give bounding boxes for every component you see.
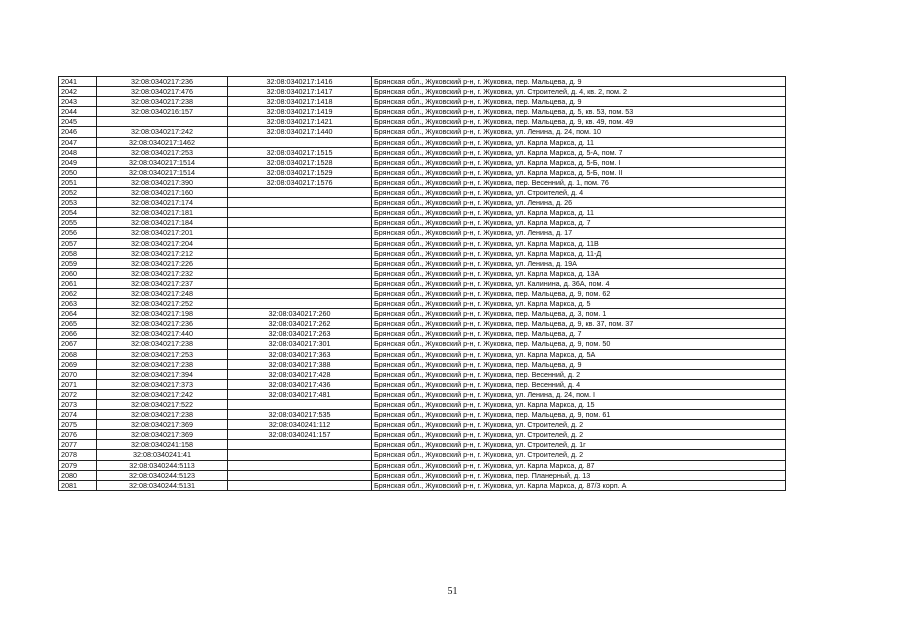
row-number-cell: 2042 — [59, 87, 97, 97]
row-number-cell: 2049 — [59, 157, 97, 167]
related-cadastral-number-cell — [228, 228, 372, 238]
table-row — [59, 379, 786, 389]
table-row — [59, 97, 786, 107]
related-cadastral-number-cell — [228, 258, 372, 268]
cadastral-number-cell: 32:08:0340217:181 — [97, 208, 228, 218]
related-cadastral-number-cell: 32:08:0340217:1440 — [228, 127, 372, 137]
related-cadastral-number-cell — [228, 268, 372, 278]
cadastral-number-cell: 32:08:0340217:1514 — [97, 167, 228, 177]
table-row — [59, 167, 786, 177]
row-number-cell: 2062 — [59, 288, 97, 298]
row-number-cell: 2058 — [59, 248, 97, 258]
table-row — [59, 177, 786, 187]
related-cadastral-number-cell: 32:08:0340217:263 — [228, 329, 372, 339]
related-cadastral-number-cell: 32:08:0340241:157 — [228, 430, 372, 440]
table-row — [59, 450, 786, 460]
related-cadastral-number-cell: 32:08:0340217:363 — [228, 349, 372, 359]
related-cadastral-number-cell — [228, 288, 372, 298]
table-row — [59, 87, 786, 97]
related-cadastral-number-cell — [228, 480, 372, 490]
table-row — [59, 339, 786, 349]
related-cadastral-number-cell: 32:08:0340217:1416 — [228, 77, 372, 87]
table-row — [59, 420, 786, 430]
row-number-cell: 2079 — [59, 460, 97, 470]
address-cell: Брянская обл., Жуковский р-н, г. Жуковка, пер. Мальцева, д. 9 — [372, 77, 786, 87]
cadastral-number-cell: 32:08:0340217:204 — [97, 238, 228, 248]
cadastral-number-cell: 32:08:0340217:242 — [97, 127, 228, 137]
related-cadastral-number-cell: 32:08:0340217:1419 — [228, 107, 372, 117]
cadastral-number-cell: 32:08:0340217:373 — [97, 379, 228, 389]
row-number-cell: 2057 — [59, 238, 97, 248]
related-cadastral-number-cell — [228, 188, 372, 198]
cadastral-number-cell: 32:08:0340217:238 — [97, 359, 228, 369]
row-number-cell: 2070 — [59, 369, 97, 379]
table-row — [59, 107, 786, 117]
cadastral-number-cell: 32:08:0340217:184 — [97, 218, 228, 228]
address-cell: Брянская обл., Жуковский р-н, г. Жуковка, пер. Мальцева, д. 9 — [372, 359, 786, 369]
row-number-cell: 2081 — [59, 480, 97, 490]
cadastral-number-cell: 32:08:0340217:238 — [97, 339, 228, 349]
cadastral-number-cell: 32:08:0340216:157 — [97, 107, 228, 117]
table-row — [59, 127, 786, 137]
table-row — [59, 218, 786, 228]
row-number-cell: 2047 — [59, 137, 97, 147]
cadastral-number-cell: 32:08:0340217:198 — [97, 309, 228, 319]
property-registry-table — [58, 76, 786, 491]
table-row — [59, 137, 786, 147]
cadastral-number-cell: 32:08:0340217:226 — [97, 258, 228, 268]
address-cell: Брянская обл., Жуковский р-н, г. Жуковка, ул. Строителей, д. 4 — [372, 188, 786, 198]
address-cell: Брянская обл., Жуковский р-н, г. Жуковка, пер. Весенний, д. 2 — [372, 369, 786, 379]
related-cadastral-number-cell — [228, 299, 372, 309]
table-row — [59, 258, 786, 268]
registry-table-body — [59, 77, 786, 491]
address-cell: Брянская обл., Жуковский р-н, г. Жуковка, пер. Мальцева, д. 3, пом. 1 — [372, 309, 786, 319]
cadastral-number-cell: 32:08:0340217:369 — [97, 420, 228, 430]
address-cell: Брянская обл., Жуковский р-н, г. Жуковка, пер. Планерный, д. 13 — [372, 470, 786, 480]
row-number-cell: 2068 — [59, 349, 97, 359]
row-number-cell: 2076 — [59, 430, 97, 440]
row-number-cell: 2051 — [59, 177, 97, 187]
related-cadastral-number-cell: 32:08:0340217:1528 — [228, 157, 372, 167]
row-number-cell: 2069 — [59, 359, 97, 369]
table-row — [59, 319, 786, 329]
cadastral-number-cell: 32:08:0340217:394 — [97, 369, 228, 379]
row-number-cell: 2043 — [59, 97, 97, 107]
cadastral-number-cell: 32:08:0340217:160 — [97, 188, 228, 198]
cadastral-number-cell: 32:08:0340217:236 — [97, 77, 228, 87]
related-cadastral-number-cell: 32:08:0340217:1421 — [228, 117, 372, 127]
row-number-cell: 2045 — [59, 117, 97, 127]
address-cell: Брянская обл., Жуковский р-н, г. Жуковка, ул. Карла Маркса, д. 11 — [372, 208, 786, 218]
related-cadastral-number-cell: 32:08:0340217:260 — [228, 309, 372, 319]
cadastral-number-cell: 32:08:0340244:5131 — [97, 480, 228, 490]
cadastral-number-cell: 32:08:0340217:248 — [97, 288, 228, 298]
row-number-cell: 2055 — [59, 218, 97, 228]
row-number-cell: 2041 — [59, 77, 97, 87]
address-cell: Брянская обл., Жуковский р-н, г. Жуковка, пер. Мальцева, д. 9, пом. 61 — [372, 410, 786, 420]
address-cell: Брянская обл., Жуковский р-н, г. Жуковка, ул. Ленина, д. 17 — [372, 228, 786, 238]
row-number-cell: 2063 — [59, 299, 97, 309]
cadastral-number-cell: 32:08:0340241:158 — [97, 440, 228, 450]
table-row — [59, 389, 786, 399]
table-row — [59, 349, 786, 359]
table-row — [59, 157, 786, 167]
cadastral-number-cell: 32:08:0340217:212 — [97, 248, 228, 258]
address-cell: Брянская обл., Жуковский р-н, г. Жуковка, пер. Весенний, д. 4 — [372, 379, 786, 389]
cadastral-number-cell: 32:08:0340217:253 — [97, 147, 228, 157]
row-number-cell: 2044 — [59, 107, 97, 117]
address-cell: Брянская обл., Жуковский р-н, г. Жуковка, ул. Ленина, д. 19А — [372, 258, 786, 268]
table-row — [59, 410, 786, 420]
row-number-cell: 2075 — [59, 420, 97, 430]
related-cadastral-number-cell — [228, 198, 372, 208]
address-cell: Брянская обл., Жуковский р-н, г. Жуковка, пер. Мальцева, д. 5, кв. 53, пом. 53 — [372, 107, 786, 117]
row-number-cell: 2053 — [59, 198, 97, 208]
address-cell: Брянская обл., Жуковский р-н, г. Жуковка, ул. Строителей, д. 1г — [372, 440, 786, 450]
related-cadastral-number-cell: 32:08:0340217:481 — [228, 389, 372, 399]
related-cadastral-number-cell: 32:08:0340217:262 — [228, 319, 372, 329]
row-number-cell: 2050 — [59, 167, 97, 177]
address-cell: Брянская обл., Жуковский р-н, г. Жуковка, ул. Строителей, д. 2 — [372, 450, 786, 460]
row-number-cell: 2060 — [59, 268, 97, 278]
cadastral-number-cell: 32:08:0340241:41 — [97, 450, 228, 460]
table-row — [59, 299, 786, 309]
related-cadastral-number-cell: 32:08:0340217:1418 — [228, 97, 372, 107]
cadastral-number-cell: 32:08:0340217:236 — [97, 319, 228, 329]
address-cell: Брянская обл., Жуковский р-н, г. Жуковка, ул. Строителей, д. 2 — [372, 430, 786, 440]
cadastral-number-cell: 32:08:0340217:232 — [97, 268, 228, 278]
related-cadastral-number-cell — [228, 278, 372, 288]
row-number-cell: 2073 — [59, 400, 97, 410]
row-number-cell: 2072 — [59, 389, 97, 399]
row-number-cell: 2064 — [59, 309, 97, 319]
cadastral-number-cell: 32:08:0340217:1514 — [97, 157, 228, 167]
table-row — [59, 359, 786, 369]
related-cadastral-number-cell: 32:08:0340217:1576 — [228, 177, 372, 187]
row-number-cell: 2080 — [59, 470, 97, 480]
address-cell: Брянская обл., Жуковский р-н, г. Жуковка, ул. Карла Маркса, д. 11-Д — [372, 248, 786, 258]
cadastral-number-cell: 32:08:0340217:238 — [97, 97, 228, 107]
related-cadastral-number-cell: 32:08:0340241:112 — [228, 420, 372, 430]
related-cadastral-number-cell: 32:08:0340217:428 — [228, 369, 372, 379]
cadastral-number-cell — [97, 117, 228, 127]
table-row — [59, 288, 786, 298]
address-cell: Брянская обл., Жуковский р-н, г. Жуковка, ул. Строителей, д. 2 — [372, 420, 786, 430]
row-number-cell: 2054 — [59, 208, 97, 218]
row-number-cell: 2071 — [59, 379, 97, 389]
address-cell: Брянская обл., Жуковский р-н, г. Жуковка, ул. Карла Маркса, д. 5-Б, пом. II — [372, 167, 786, 177]
row-number-cell: 2052 — [59, 188, 97, 198]
address-cell: Брянская обл., Жуковский р-н, г. Жуковка, пер. Мальцева, д. 9 — [372, 97, 786, 107]
related-cadastral-number-cell — [228, 208, 372, 218]
address-cell: Брянская обл., Жуковский р-н, г. Жуковка, ул. Карла Маркса, д. 87/3 корп. А — [372, 480, 786, 490]
address-cell: Брянская обл., Жуковский р-н, г. Жуковка, ул. Карла Маркса, д. 11В — [372, 238, 786, 248]
cadastral-number-cell: 32:08:0340244:5123 — [97, 470, 228, 480]
address-cell: Брянская обл., Жуковский р-н, г. Жуковка, ул. Карла Маркса, д. 13А — [372, 268, 786, 278]
related-cadastral-number-cell — [228, 137, 372, 147]
table-row — [59, 117, 786, 127]
related-cadastral-number-cell: 32:08:0340217:1529 — [228, 167, 372, 177]
address-cell: Брянская обл., Жуковский р-н, г. Жуковка, пер. Мальцева, д. 9, кв. 37, пом. 37 — [372, 319, 786, 329]
related-cadastral-number-cell: 32:08:0340217:535 — [228, 410, 372, 420]
address-cell: Брянская обл., Жуковский р-н, г. Жуковка, пер. Весенний, д. 1, пом. 76 — [372, 177, 786, 187]
related-cadastral-number-cell: 32:08:0340217:1417 — [228, 87, 372, 97]
table-row — [59, 480, 786, 490]
cadastral-number-cell: 32:08:0340217:1462 — [97, 137, 228, 147]
related-cadastral-number-cell — [228, 248, 372, 258]
cadastral-number-cell: 32:08:0340217:238 — [97, 410, 228, 420]
page-number: 51 — [447, 586, 458, 597]
table-row — [59, 198, 786, 208]
related-cadastral-number-cell — [228, 440, 372, 450]
cadastral-number-cell: 32:08:0340217:242 — [97, 389, 228, 399]
table-row — [59, 208, 786, 218]
address-cell: Брянская обл., Жуковский р-н, г. Жуковка, пер. Мальцева, д. 9, пом. 50 — [372, 339, 786, 349]
address-cell: Брянская обл., Жуковский р-н, г. Жуковка, ул. Карла Маркса, д. 5 — [372, 299, 786, 309]
address-cell: Брянская обл., Жуковский р-н, г. Жуковка, пер. Мальцева, д. 9, кв. 49, пом. 49 — [372, 117, 786, 127]
cadastral-number-cell: 32:08:0340217:201 — [97, 228, 228, 238]
related-cadastral-number-cell: 32:08:0340217:301 — [228, 339, 372, 349]
address-cell: Брянская обл., Жуковский р-н, г. Жуковка, ул. Калинина, д. 36А, пом. 4 — [372, 278, 786, 288]
related-cadastral-number-cell — [228, 460, 372, 470]
table-row — [59, 188, 786, 198]
cadastral-number-cell: 32:08:0340217:522 — [97, 400, 228, 410]
cadastral-number-cell: 32:08:0340217:253 — [97, 349, 228, 359]
table-row — [59, 278, 786, 288]
address-cell: Брянская обл., Жуковский р-н, г. Жуковка, ул. Карла Маркса, д. 87 — [372, 460, 786, 470]
related-cadastral-number-cell — [228, 400, 372, 410]
address-cell: Брянская обл., Жуковский р-н, г. Жуковка, ул. Ленина, д. 24, пом. 10 — [372, 127, 786, 137]
address-cell: Брянская обл., Жуковский р-н, г. Жуковка, ул. Карла Маркса, д. 7 — [372, 218, 786, 228]
table-row — [59, 460, 786, 470]
row-number-cell: 2048 — [59, 147, 97, 157]
row-number-cell: 2059 — [59, 258, 97, 268]
row-number-cell: 2066 — [59, 329, 97, 339]
address-cell: Брянская обл., Жуковский р-н, г. Жуковка, ул. Ленина, д. 26 — [372, 198, 786, 208]
table-row — [59, 430, 786, 440]
table-row — [59, 400, 786, 410]
table-row — [59, 77, 786, 87]
table-row — [59, 147, 786, 157]
table-row — [59, 369, 786, 379]
table-row — [59, 309, 786, 319]
address-cell: Брянская обл., Жуковский р-н, г. Жуковка, ул. Карла Маркса, д. 15 — [372, 400, 786, 410]
table-row — [59, 238, 786, 248]
cadastral-number-cell: 32:08:0340244:5113 — [97, 460, 228, 470]
row-number-cell: 2074 — [59, 410, 97, 420]
related-cadastral-number-cell: 32:08:0340217:388 — [228, 359, 372, 369]
related-cadastral-number-cell — [228, 470, 372, 480]
row-number-cell: 2078 — [59, 450, 97, 460]
table-row — [59, 268, 786, 278]
table-row — [59, 440, 786, 450]
cadastral-number-cell: 32:08:0340217:174 — [97, 198, 228, 208]
cadastral-number-cell: 32:08:0340217:252 — [97, 299, 228, 309]
row-number-cell: 2046 — [59, 127, 97, 137]
row-number-cell: 2061 — [59, 278, 97, 288]
related-cadastral-number-cell: 32:08:0340217:436 — [228, 379, 372, 389]
address-cell: Брянская обл., Жуковский р-н, г. Жуковка, ул. Карла Маркса, д. 11 — [372, 137, 786, 147]
related-cadastral-number-cell — [228, 238, 372, 248]
cadastral-number-cell: 32:08:0340217:476 — [97, 87, 228, 97]
row-number-cell: 2067 — [59, 339, 97, 349]
address-cell: Брянская обл., Жуковский р-н, г. Жуковка, ул. Карла Маркса, д. 5-Б, пом. I — [372, 157, 786, 167]
table-row — [59, 228, 786, 238]
address-cell: Брянская обл., Жуковский р-н, г. Жуковка, пер. Мальцева, д. 7 — [372, 329, 786, 339]
cadastral-number-cell: 32:08:0340217:237 — [97, 278, 228, 288]
related-cadastral-number-cell: 32:08:0340217:1515 — [228, 147, 372, 157]
row-number-cell: 2065 — [59, 319, 97, 329]
address-cell: Брянская обл., Жуковский р-н, г. Жуковка, ул. Ленина, д. 24, пом. I — [372, 389, 786, 399]
related-cadastral-number-cell — [228, 218, 372, 228]
address-cell: Брянская обл., Жуковский р-н, г. Жуковка, ул. Карла Маркса, д. 5А — [372, 349, 786, 359]
cadastral-number-cell: 32:08:0340217:369 — [97, 430, 228, 440]
table-row — [59, 248, 786, 258]
address-cell: Брянская обл., Жуковский р-н, г. Жуковка, ул. Строителей, д. 4, кв. 2, пом. 2 — [372, 87, 786, 97]
cadastral-number-cell: 32:08:0340217:440 — [97, 329, 228, 339]
row-number-cell: 2077 — [59, 440, 97, 450]
table-row — [59, 470, 786, 480]
table-row — [59, 329, 786, 339]
address-cell: Брянская обл., Жуковский р-н, г. Жуковка, ул. Карла Маркса, д. 5-А, пом. 7 — [372, 147, 786, 157]
related-cadastral-number-cell — [228, 450, 372, 460]
address-cell: Брянская обл., Жуковский р-н, г. Жуковка, пер. Мальцева, д. 9, пом. 62 — [372, 288, 786, 298]
cadastral-number-cell: 32:08:0340217:390 — [97, 177, 228, 187]
row-number-cell: 2056 — [59, 228, 97, 238]
